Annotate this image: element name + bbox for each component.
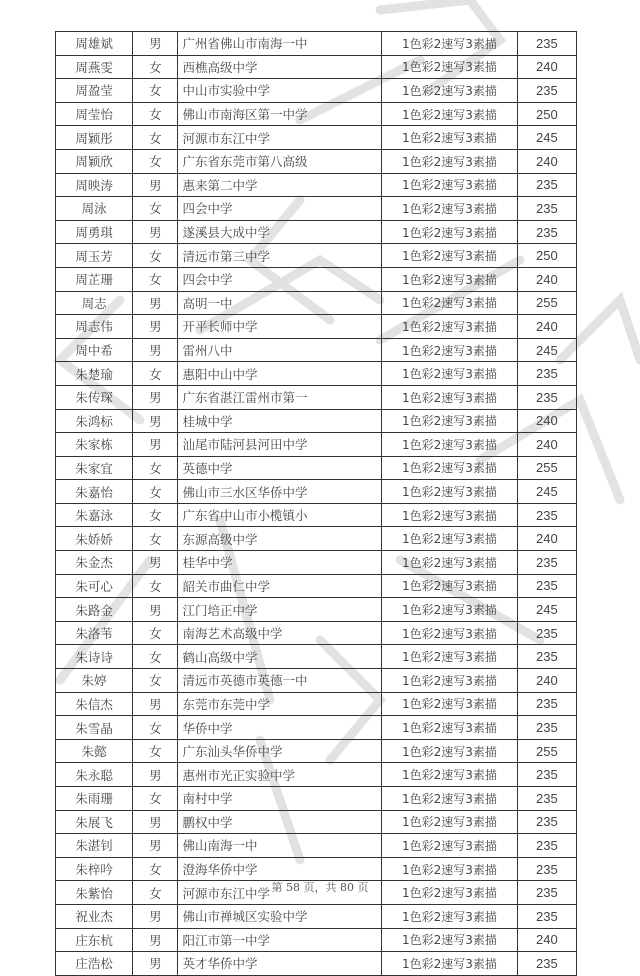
table-row xyxy=(56,244,577,268)
exam-subjects-cell: 1色彩2速写3素描 xyxy=(382,621,518,645)
student-name-cell: 朱传琛 xyxy=(56,385,133,409)
gender-cell: 女 xyxy=(133,621,178,645)
school-cell: 佛山市三水区华侨中学 xyxy=(178,480,382,504)
school-cell: 四会中学 xyxy=(178,267,382,291)
exam-subjects-cell: 1色彩2速写3素描 xyxy=(382,197,518,221)
student-name-cell: 朱懿 xyxy=(56,739,133,763)
table-row xyxy=(56,338,577,362)
gender-cell: 女 xyxy=(133,645,178,669)
exam-subjects-cell: 1色彩2速写3素描 xyxy=(382,244,518,268)
student-name-cell: 朱婷 xyxy=(56,669,133,693)
school-cell: 惠来第二中学 xyxy=(178,173,382,197)
exam-subjects-cell: 1色彩2速写3素描 xyxy=(382,928,518,952)
student-name-cell: 周泳 xyxy=(56,197,133,221)
score-cell: 240 xyxy=(517,315,576,339)
student-name-cell: 周中希 xyxy=(56,338,133,362)
student-name-cell: 朱雨珊 xyxy=(56,787,133,811)
table-row xyxy=(56,149,577,173)
gender-cell: 女 xyxy=(133,102,178,126)
exam-subjects-cell: 1色彩2速写3素描 xyxy=(382,267,518,291)
score-cell: 240 xyxy=(517,55,576,79)
score-cell: 235 xyxy=(517,857,576,881)
student-name-cell: 周颖欣 xyxy=(56,149,133,173)
table-row xyxy=(56,716,577,740)
exam-subjects-cell: 1色彩2速写3素描 xyxy=(382,716,518,740)
student-name-cell: 朱路金 xyxy=(56,598,133,622)
student-name-cell: 周莹怡 xyxy=(56,102,133,126)
school-cell: 开平长师中学 xyxy=(178,315,382,339)
student-name-cell: 朱梓吟 xyxy=(56,857,133,881)
table-row xyxy=(56,503,577,527)
student-name-cell: 朱嘉怡 xyxy=(56,480,133,504)
student-name-cell: 周玉芳 xyxy=(56,244,133,268)
table-row xyxy=(56,102,577,126)
exam-subjects-cell: 1色彩2速写3素描 xyxy=(382,220,518,244)
gender-cell: 男 xyxy=(133,598,178,622)
school-cell: 高明一中 xyxy=(178,291,382,315)
score-cell: 250 xyxy=(517,102,576,126)
score-cell: 235 xyxy=(517,810,576,834)
exam-subjects-cell: 1色彩2速写3素描 xyxy=(382,409,518,433)
school-cell: 四会中学 xyxy=(178,197,382,221)
table-row xyxy=(56,433,577,457)
student-name-cell: 朱紫怡 xyxy=(56,881,133,905)
gender-cell: 女 xyxy=(133,669,178,693)
score-cell: 235 xyxy=(517,197,576,221)
school-cell: 阳江市第一中学 xyxy=(178,928,382,952)
table-row xyxy=(56,456,577,480)
gender-cell: 男 xyxy=(133,291,178,315)
score-cell: 235 xyxy=(517,881,576,905)
table-row xyxy=(56,810,577,834)
student-name-cell: 周芷珊 xyxy=(56,267,133,291)
student-name-cell: 周映涛 xyxy=(56,173,133,197)
school-cell: 佛山市南海区第一中学 xyxy=(178,102,382,126)
gender-cell: 女 xyxy=(133,480,178,504)
score-cell: 235 xyxy=(517,716,576,740)
exam-subjects-cell: 1色彩2速写3素描 xyxy=(382,456,518,480)
student-name-cell: 周志伟 xyxy=(56,315,133,339)
page-indicator: 第 58 页，共 80 页 xyxy=(271,881,369,894)
table-row xyxy=(56,32,577,56)
score-cell: 240 xyxy=(517,149,576,173)
exam-subjects-cell: 1色彩2速写3素描 xyxy=(382,952,518,976)
student-name-cell: 朱洛苇 xyxy=(56,621,133,645)
school-cell: 佛山市禅城区实验中学 xyxy=(178,904,382,928)
exam-subjects-cell: 1色彩2速写3素描 xyxy=(382,857,518,881)
exam-subjects-cell: 1色彩2速写3素描 xyxy=(382,503,518,527)
score-cell: 245 xyxy=(517,126,576,150)
school-cell: 鹤山高级中学 xyxy=(178,645,382,669)
gender-cell: 男 xyxy=(133,173,178,197)
score-cell: 235 xyxy=(517,574,576,598)
school-cell: 英德中学 xyxy=(178,456,382,480)
gender-cell: 男 xyxy=(133,385,178,409)
table-row xyxy=(56,645,577,669)
gender-cell: 男 xyxy=(133,433,178,457)
school-cell: 华侨中学 xyxy=(178,716,382,740)
score-cell: 235 xyxy=(517,787,576,811)
table-row xyxy=(56,291,577,315)
gender-cell: 男 xyxy=(133,409,178,433)
school-cell: 东源高级中学 xyxy=(178,527,382,551)
school-cell: 南村中学 xyxy=(178,787,382,811)
school-cell: 韶关市曲仁中学 xyxy=(178,574,382,598)
exam-subjects-cell: 1色彩2速写3素描 xyxy=(382,32,518,56)
table-row xyxy=(56,173,577,197)
score-cell: 235 xyxy=(517,621,576,645)
score-cell: 235 xyxy=(517,32,576,56)
score-table xyxy=(55,31,577,976)
school-cell: 英才华侨中学 xyxy=(178,952,382,976)
table-row xyxy=(56,598,577,622)
exam-subjects-cell: 1色彩2速写3素描 xyxy=(382,55,518,79)
exam-subjects-cell: 1色彩2速写3素描 xyxy=(382,574,518,598)
exam-subjects-cell: 1色彩2速写3素描 xyxy=(382,904,518,928)
student-name-cell: 朱可心 xyxy=(56,574,133,598)
exam-subjects-cell: 1色彩2速写3素描 xyxy=(382,810,518,834)
score-cell: 250 xyxy=(517,244,576,268)
gender-cell: 男 xyxy=(133,810,178,834)
school-cell: 广东省湛江雷州市第一 xyxy=(178,385,382,409)
table-row xyxy=(56,315,577,339)
gender-cell: 女 xyxy=(133,716,178,740)
table-row xyxy=(56,574,577,598)
school-cell: 桂华中学 xyxy=(178,551,382,575)
student-name-cell: 朱楚瑜 xyxy=(56,362,133,386)
table-row xyxy=(56,787,577,811)
school-cell: 广东汕头华侨中学 xyxy=(178,739,382,763)
table-row xyxy=(56,79,577,103)
gender-cell: 女 xyxy=(133,739,178,763)
student-name-cell: 周盈莹 xyxy=(56,79,133,103)
gender-cell: 女 xyxy=(133,574,178,598)
table-row xyxy=(56,834,577,858)
table-row xyxy=(56,197,577,221)
gender-cell: 男 xyxy=(133,763,178,787)
student-name-cell: 朱诗诗 xyxy=(56,645,133,669)
table-row xyxy=(56,739,577,763)
score-cell: 245 xyxy=(517,480,576,504)
school-cell: 广州省佛山市南海一中 xyxy=(178,32,382,56)
table-row xyxy=(56,126,577,150)
gender-cell: 女 xyxy=(133,527,178,551)
gender-cell: 男 xyxy=(133,551,178,575)
school-cell: 广东省中山市小榄镇小 xyxy=(178,503,382,527)
score-cell: 235 xyxy=(517,952,576,976)
student-name-cell: 朱家宜 xyxy=(56,456,133,480)
score-cell: 240 xyxy=(517,267,576,291)
student-name-cell: 庄东杭 xyxy=(56,928,133,952)
student-name-cell: 朱永聪 xyxy=(56,763,133,787)
score-cell: 235 xyxy=(517,763,576,787)
gender-cell: 男 xyxy=(133,928,178,952)
school-cell: 汕尾市陆河县河田中学 xyxy=(178,433,382,457)
gender-cell: 女 xyxy=(133,503,178,527)
score-cell: 245 xyxy=(517,598,576,622)
student-name-cell: 周颖彤 xyxy=(56,126,133,150)
score-cell: 255 xyxy=(517,456,576,480)
school-cell: 广东省东莞市第八高级 xyxy=(178,149,382,173)
student-name-cell: 周燕雯 xyxy=(56,55,133,79)
gender-cell: 男 xyxy=(133,220,178,244)
gender-cell: 女 xyxy=(133,55,178,79)
student-name-cell: 朱家栋 xyxy=(56,433,133,457)
school-cell: 南海艺术高级中学 xyxy=(178,621,382,645)
table-row xyxy=(56,551,577,575)
score-cell: 235 xyxy=(517,692,576,716)
exam-subjects-cell: 1色彩2速写3素描 xyxy=(382,79,518,103)
exam-subjects-cell: 1色彩2速写3素描 xyxy=(382,763,518,787)
school-cell: 西樵高级中学 xyxy=(178,55,382,79)
gender-cell: 女 xyxy=(133,881,178,905)
gender-cell: 女 xyxy=(133,244,178,268)
exam-subjects-cell: 1色彩2速写3素描 xyxy=(382,315,518,339)
exam-subjects-cell: 1色彩2速写3素描 xyxy=(382,551,518,575)
score-cell: 240 xyxy=(517,527,576,551)
table-row xyxy=(56,857,577,881)
school-cell: 澄海华侨中学 xyxy=(178,857,382,881)
school-cell: 遂溪县大成中学 xyxy=(178,220,382,244)
school-cell: 惠州市光正实验中学 xyxy=(178,763,382,787)
student-name-cell: 周雄斌 xyxy=(56,32,133,56)
gender-cell: 女 xyxy=(133,149,178,173)
gender-cell: 女 xyxy=(133,197,178,221)
score-cell: 235 xyxy=(517,362,576,386)
school-cell: 雷州八中 xyxy=(178,338,382,362)
score-cell: 235 xyxy=(517,385,576,409)
student-name-cell: 朱信杰 xyxy=(56,692,133,716)
school-cell: 中山市实验中学 xyxy=(178,79,382,103)
school-cell: 清远市第三中学 xyxy=(178,244,382,268)
school-cell: 江门培正中学 xyxy=(178,598,382,622)
exam-subjects-cell: 1色彩2速写3素描 xyxy=(382,881,518,905)
table-row xyxy=(56,952,577,976)
exam-subjects-cell: 1色彩2速写3素描 xyxy=(382,362,518,386)
table-row xyxy=(56,692,577,716)
score-cell: 235 xyxy=(517,645,576,669)
school-cell: 河源市东江中学 xyxy=(178,881,382,905)
school-cell: 河源市东江中学 xyxy=(178,126,382,150)
school-cell: 鹏权中学 xyxy=(178,810,382,834)
table-row xyxy=(56,669,577,693)
table-row xyxy=(56,527,577,551)
score-cell: 235 xyxy=(517,551,576,575)
gender-cell: 男 xyxy=(133,904,178,928)
student-name-cell: 朱湛钊 xyxy=(56,834,133,858)
student-name-cell: 周志 xyxy=(56,291,133,315)
score-cell: 240 xyxy=(517,669,576,693)
gender-cell: 男 xyxy=(133,315,178,339)
student-name-cell: 朱金杰 xyxy=(56,551,133,575)
exam-subjects-cell: 1色彩2速写3素描 xyxy=(382,739,518,763)
table-row xyxy=(56,55,577,79)
table-row xyxy=(56,385,577,409)
school-cell: 惠阳中山中学 xyxy=(178,362,382,386)
exam-subjects-cell: 1色彩2速写3素描 xyxy=(382,173,518,197)
exam-subjects-cell: 1色彩2速写3素描 xyxy=(382,149,518,173)
gender-cell: 女 xyxy=(133,787,178,811)
student-name-cell: 朱展飞 xyxy=(56,810,133,834)
table-row xyxy=(56,362,577,386)
score-cell: 245 xyxy=(517,338,576,362)
score-cell: 235 xyxy=(517,173,576,197)
gender-cell: 女 xyxy=(133,79,178,103)
score-cell: 235 xyxy=(517,220,576,244)
gender-cell: 女 xyxy=(133,267,178,291)
score-cell: 235 xyxy=(517,904,576,928)
exam-subjects-cell: 1色彩2速写3素描 xyxy=(382,126,518,150)
student-name-cell: 周勇琪 xyxy=(56,220,133,244)
student-name-cell: 朱鸿标 xyxy=(56,409,133,433)
exam-subjects-cell: 1色彩2速写3素描 xyxy=(382,102,518,126)
table-row xyxy=(56,267,577,291)
exam-subjects-cell: 1色彩2速写3素描 xyxy=(382,692,518,716)
score-cell: 240 xyxy=(517,409,576,433)
exam-subjects-cell: 1色彩2速写3素描 xyxy=(382,645,518,669)
exam-subjects-cell: 1色彩2速写3素描 xyxy=(382,433,518,457)
gender-cell: 男 xyxy=(133,834,178,858)
student-name-cell: 庄浩松 xyxy=(56,952,133,976)
exam-subjects-cell: 1色彩2速写3素描 xyxy=(382,598,518,622)
gender-cell: 女 xyxy=(133,126,178,150)
school-cell: 桂城中学 xyxy=(178,409,382,433)
student-name-cell: 朱娇娇 xyxy=(56,527,133,551)
student-name-cell: 朱雪晶 xyxy=(56,716,133,740)
gender-cell: 女 xyxy=(133,362,178,386)
exam-subjects-cell: 1色彩2速写3素描 xyxy=(382,669,518,693)
gender-cell: 女 xyxy=(133,456,178,480)
score-cell: 235 xyxy=(517,503,576,527)
table-row xyxy=(56,480,577,504)
score-cell: 255 xyxy=(517,739,576,763)
student-name-cell: 祝业杰 xyxy=(56,904,133,928)
exam-subjects-cell: 1色彩2速写3素描 xyxy=(382,338,518,362)
table-row xyxy=(56,928,577,952)
school-cell: 清远市英德市英德一中 xyxy=(178,669,382,693)
school-cell: 东莞市东莞中学 xyxy=(178,692,382,716)
table-row xyxy=(56,621,577,645)
gender-cell: 男 xyxy=(133,338,178,362)
exam-subjects-cell: 1色彩2速写3素描 xyxy=(382,527,518,551)
score-cell: 240 xyxy=(517,433,576,457)
score-cell: 235 xyxy=(517,79,576,103)
table-row xyxy=(56,409,577,433)
gender-cell: 男 xyxy=(133,32,178,56)
exam-subjects-cell: 1色彩2速写3素描 xyxy=(382,385,518,409)
gender-cell: 男 xyxy=(133,692,178,716)
exam-subjects-cell: 1色彩2速写3素描 xyxy=(382,480,518,504)
score-cell: 235 xyxy=(517,834,576,858)
score-cell: 240 xyxy=(517,928,576,952)
table-row xyxy=(56,904,577,928)
exam-subjects-cell: 1色彩2速写3素描 xyxy=(382,834,518,858)
student-name-cell: 朱嘉泳 xyxy=(56,503,133,527)
exam-subjects-cell: 1色彩2速写3素描 xyxy=(382,291,518,315)
table-row xyxy=(56,763,577,787)
gender-cell: 女 xyxy=(133,857,178,881)
gender-cell: 男 xyxy=(133,952,178,976)
school-cell: 佛山南海一中 xyxy=(178,834,382,858)
score-cell: 255 xyxy=(517,291,576,315)
table-row xyxy=(56,220,577,244)
exam-subjects-cell: 1色彩2速写3素描 xyxy=(382,787,518,811)
